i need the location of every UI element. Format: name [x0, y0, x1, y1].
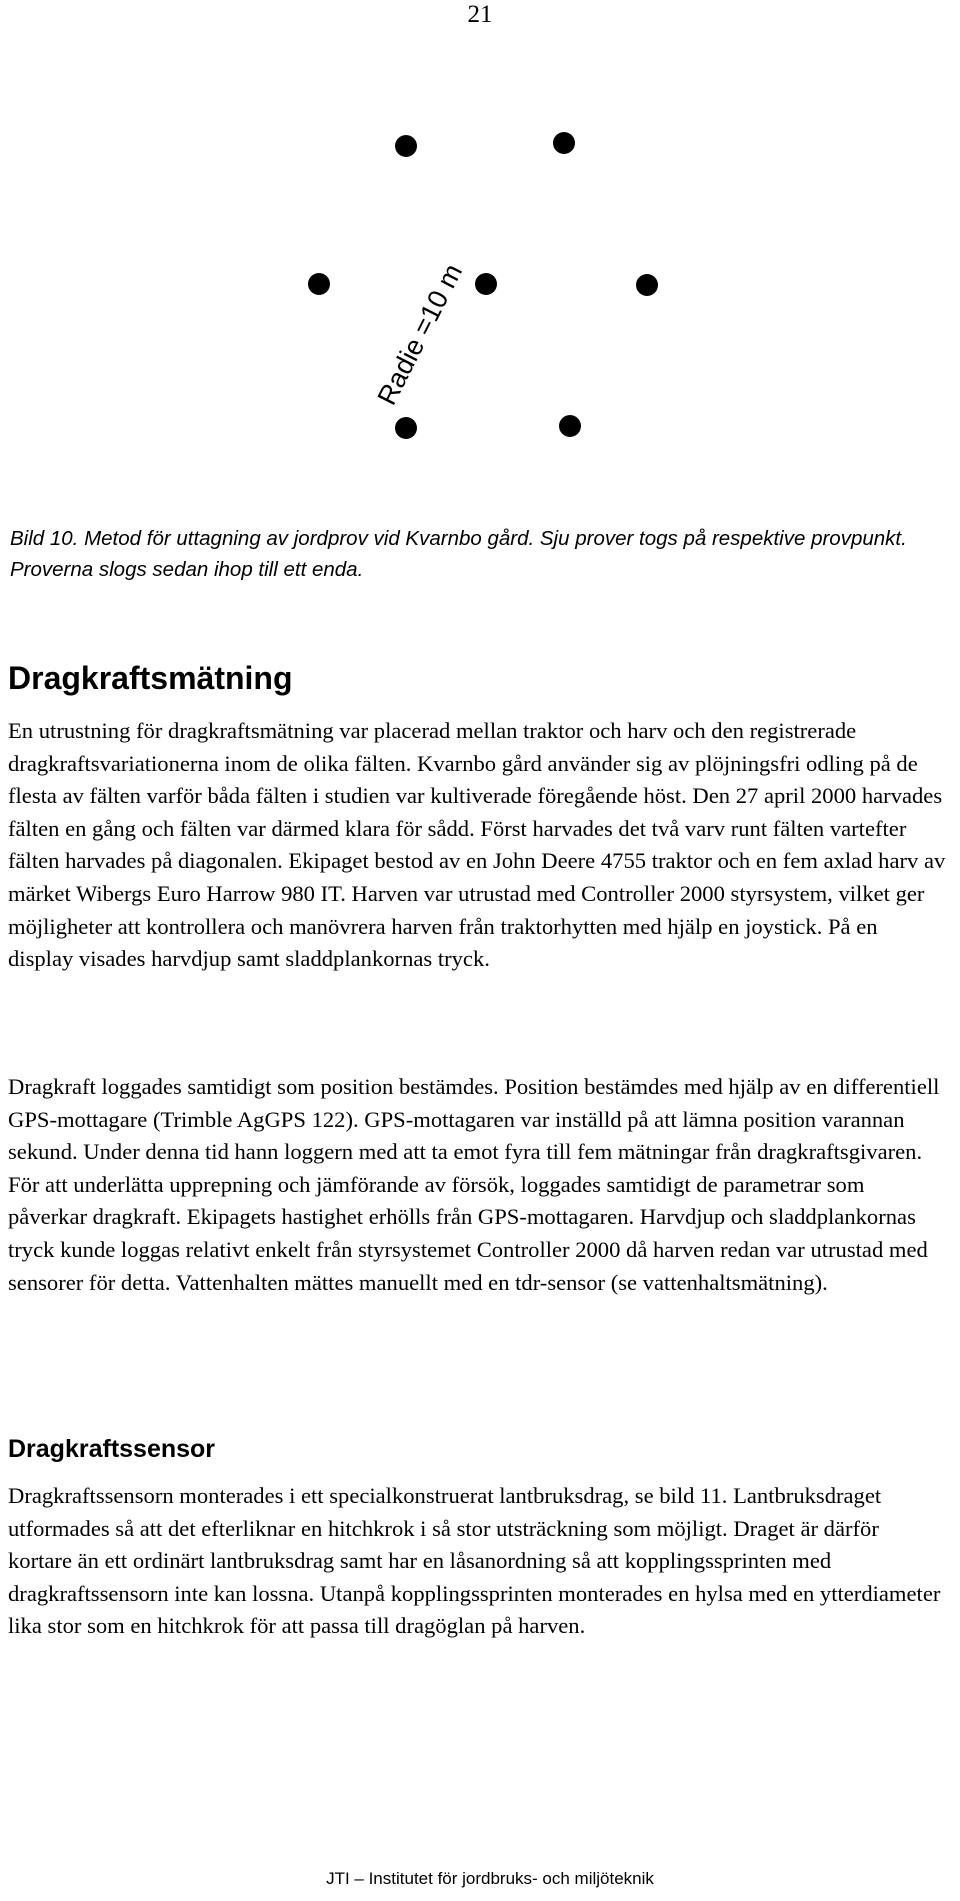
radius-label: Radie =10 m [371, 259, 469, 410]
section-paragraph-1: En utrustning för dragkraftsmätning var placerad mellan traktor och harv och den registrerade dragkraftsvariationerna inom de olika fälten. Kvarnbo gård använder sig av plöjningsfri odling på de flesta av fälten varför båda fälten i studien var kultiverade föregående höst. Den 27 april 2000 harvades fälten en gång och fälten var därmed klara för sådd. Först harvades det två varv runt fälten vartefter fälten harvades på diagonalen. Ekipaget bestod av en John Deere 4755 traktor och en fem axlad harv av märket Wibergs Euro Harrow 980 IT. Harven var utrustad med Controller 2000 styrsystem, vilket ger möjligheter att kontrollera och manövrera harven från traktorhytten med hjälp en joystick. På en display visades harvdjup samt sladdplankornas tryck. [8, 718, 946, 972]
sample-point-bottom-right [559, 415, 581, 437]
figure-caption: Bild 10. Metod för uttagning av jordprov vid Kvarnbo gård. Sju prover togs på respektive provpunkt. Proverna slogs sedan ihop till ett enda. [10, 527, 907, 581]
sample-point-top-left [395, 135, 417, 157]
sample-point-middle-left [308, 273, 330, 295]
sample-point-bottom-left [395, 417, 417, 439]
sample-point-middle-right [636, 274, 658, 296]
subsection-heading: Dragkraftssensor [8, 1435, 216, 1463]
section-paragraph-2: Dragkraft loggades samtidigt som position bestämdes. Position bestämdes med hjälp av en differentiell GPS-mottagare (Trimble AgGPS 122). GPS-mottagaren var inställd på att lämna position varannan sekund. Under denna tid hann loggern med att ta emot fyra till fem mätningar från dragkraftsgivaren. För att underlätta upprepning och jämförande av försök, loggades samtidigt de parametrar som påverkar dragkraft. Ekipagets hastighet erhölls från GPS-mottagaren. Harvdjup och sladdplankornas tryck kunde loggas relativt enkelt från styrsystemet Controller 2000 då harven redan var utrustad med sensorer för detta. Vattenhalten mättes manuellt med en tdr-sensor (se vattenhaltsmätning). [8, 1074, 940, 1295]
sample-point-top-right [553, 132, 575, 154]
sample-point-center [475, 273, 497, 295]
sampling-diagram-svg [0, 0, 960, 480]
page-number: 21 [467, 1, 493, 28]
page-footer: JTI – Institutet för jordbruks- och miljöteknik [326, 1869, 654, 1888]
sampling-diagram [0, 0, 960, 480]
subsection-paragraph: Dragkraftssensorn monterades i ett specialkonstruerat lantbruksdrag, se bild 11. Lantbruksdraget utformades så att det efterliknar en hitchkrok i så stor utsträckning som möjligt. Draget är därför kortare än ett ordinärt lantbruksdrag samt har en låsanordning så att kopplingssprinten med dragkraftssensorn inte kan lossna. Utanpå kopplingssprinten monterades en hylsa med en ytterdiameter lika stor som en hitchkrok för att passa till dragöglan på harven. [8, 1483, 941, 1639]
section-heading: Dragkraftsmätning [8, 660, 293, 696]
